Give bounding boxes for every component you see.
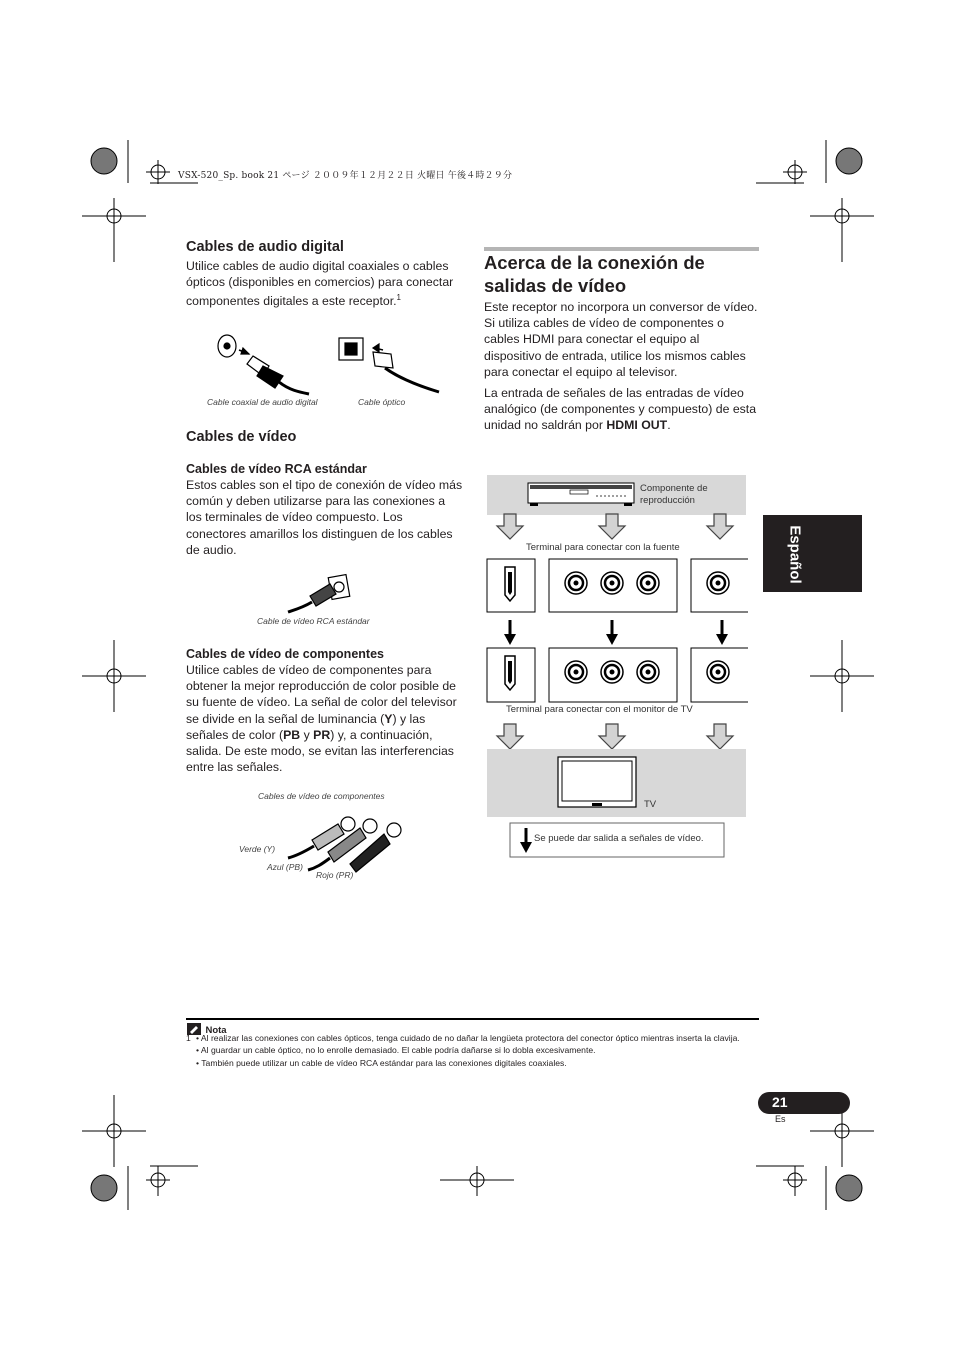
page-number: 21 xyxy=(772,1094,788,1110)
label-blue: Azul (PB) xyxy=(267,862,303,872)
caption-component: Cables de vídeo de componentes xyxy=(258,791,385,801)
video-output-section xyxy=(484,251,760,434)
hollow-arrow-icon xyxy=(707,724,733,749)
rca-title: Cables de vídeo RCA estándar xyxy=(186,462,367,476)
hdmi-jack-icon xyxy=(505,656,515,690)
page-number-pill xyxy=(758,1092,850,1114)
component-body: Utilice cables de vídeo de componentes para obtener la mejor reproducción de color posible de su fuente de vídeo. La señal de color del televisor se divide en la señal de luminancia (Y) y las señales de color (PB y PR) y, a continuación, salida. De este modo, se evitan las interferencias entre las señales. xyxy=(186,663,457,775)
hollow-arrow-icon xyxy=(497,514,523,539)
rca-jack-icon xyxy=(707,572,729,594)
solid-arrow-icon xyxy=(606,620,618,645)
caption-optical: Cable óptico xyxy=(358,397,406,407)
rca-jack-icon xyxy=(565,572,587,594)
solid-arrow-icon xyxy=(716,620,728,645)
rca-jack-icon xyxy=(707,661,729,683)
hollow-arrow-icon xyxy=(497,724,523,749)
rca-body: Estos cables son el tipo de conexión de vídeo más común y deben utilizarse para las conexiones a los terminales de vídeo compuesto. Los conectores amarillos los distinguen de los cables de audio. xyxy=(186,478,463,557)
video-cables-title: Cables de vídeo xyxy=(186,429,297,445)
component-title: Cables de vídeo de componentes xyxy=(186,647,384,661)
hollow-arrow-icon xyxy=(599,724,625,749)
rca-cable-illustration xyxy=(286,572,356,616)
hollow-arrow-icon xyxy=(707,514,733,539)
rca-jack-icon xyxy=(565,661,587,683)
optical-plug-icon xyxy=(373,352,393,368)
registration-target-icon xyxy=(836,1175,862,1201)
note-item: • Al realizar las conexiones con cables ópticos, tenga cuidado de no dañar la lengüeta protectora del conector óptico mientras inserta la clavija. xyxy=(196,1033,740,1043)
video-connection-diagram xyxy=(486,474,748,860)
caption-coax: Cable coaxial de audio digital xyxy=(207,397,318,407)
language-tab-label: Español xyxy=(786,524,804,584)
solid-arrow-icon xyxy=(504,620,516,645)
rca-jack-icon xyxy=(601,661,623,683)
rca-jack-icon xyxy=(601,572,623,594)
component-cables-section xyxy=(186,647,464,775)
legend-text: Se puede dar salida a señales de vídeo. xyxy=(534,833,704,844)
footnote-ref: 1 xyxy=(396,293,401,303)
source-terminal-label: Terminal para conectar con la fuente xyxy=(526,542,680,553)
note-rule xyxy=(186,1018,759,1020)
page-lang: Es xyxy=(775,1114,786,1124)
rca-jack-icon xyxy=(637,572,659,594)
note-list xyxy=(196,1032,764,1069)
caption-rca: Cable de vídeo RCA estándar xyxy=(257,616,370,626)
rca-plug-icon xyxy=(310,584,336,606)
video-output-para1: Este receptor no incorpora un conversor de vídeo. Si utiliza cables de vídeo de componentes o cables HDMI para conectar el equipo al dispositivo de entrada, utilice los mismos cables para conectar el equipo al televisor. xyxy=(484,300,758,379)
hollow-arrow-icon xyxy=(599,514,625,539)
hdmi-jack-icon xyxy=(505,567,515,601)
registration-target-icon xyxy=(91,148,117,174)
language-tab xyxy=(763,515,862,592)
registration-target-icon xyxy=(836,148,862,174)
registration-target-icon xyxy=(91,1175,117,1201)
label-green: Verde (Y) xyxy=(239,844,276,854)
video-output-para2: La entrada de señales de las entradas de vídeo analógico (de componentes y compuesto) de esta unidad no saldrán por HDMI OUT. xyxy=(484,386,757,433)
digital-audio-cable-illustration xyxy=(205,332,455,398)
source-label: Componente de reproducción xyxy=(640,483,708,506)
rca-jack-icon xyxy=(637,661,659,683)
video-output-title: Acerca de la conexión de salidas de vídeo xyxy=(484,252,705,296)
note-title: Nota xyxy=(205,1025,227,1036)
print-header: VSX-520_Sp. book 21 ページ ２００９年１２月２２日 火曜日 午後４時２９分 xyxy=(178,171,513,181)
digital-audio-title: Cables de audio digital xyxy=(186,239,344,255)
note-number: 1 xyxy=(186,1033,191,1043)
tv-terminal-label: Terminal para conectar con el monitor de TV xyxy=(506,704,693,715)
tv-label: TV xyxy=(644,799,657,810)
video-cables-section xyxy=(186,429,464,558)
label-red: Rojo (PR) xyxy=(316,870,354,880)
coax-plug-icon xyxy=(257,366,283,388)
digital-audio-section xyxy=(186,239,464,310)
note-item: • Al guardar un cable óptico, no lo enrolle demasiado. El cable podría dañarse si lo dobla excesivamente. xyxy=(196,1045,596,1056)
digital-audio-body: Utilice cables de audio digital coaxiales o cables ópticos (disponibles en comercios) para conectar componentes digitales a este receptor.$^1$ xyxy=(186,259,454,309)
note-item: • También puede utilizar un cable de vídeo RCA estándar para las conexiones digitales coaxiales. xyxy=(196,1057,567,1068)
